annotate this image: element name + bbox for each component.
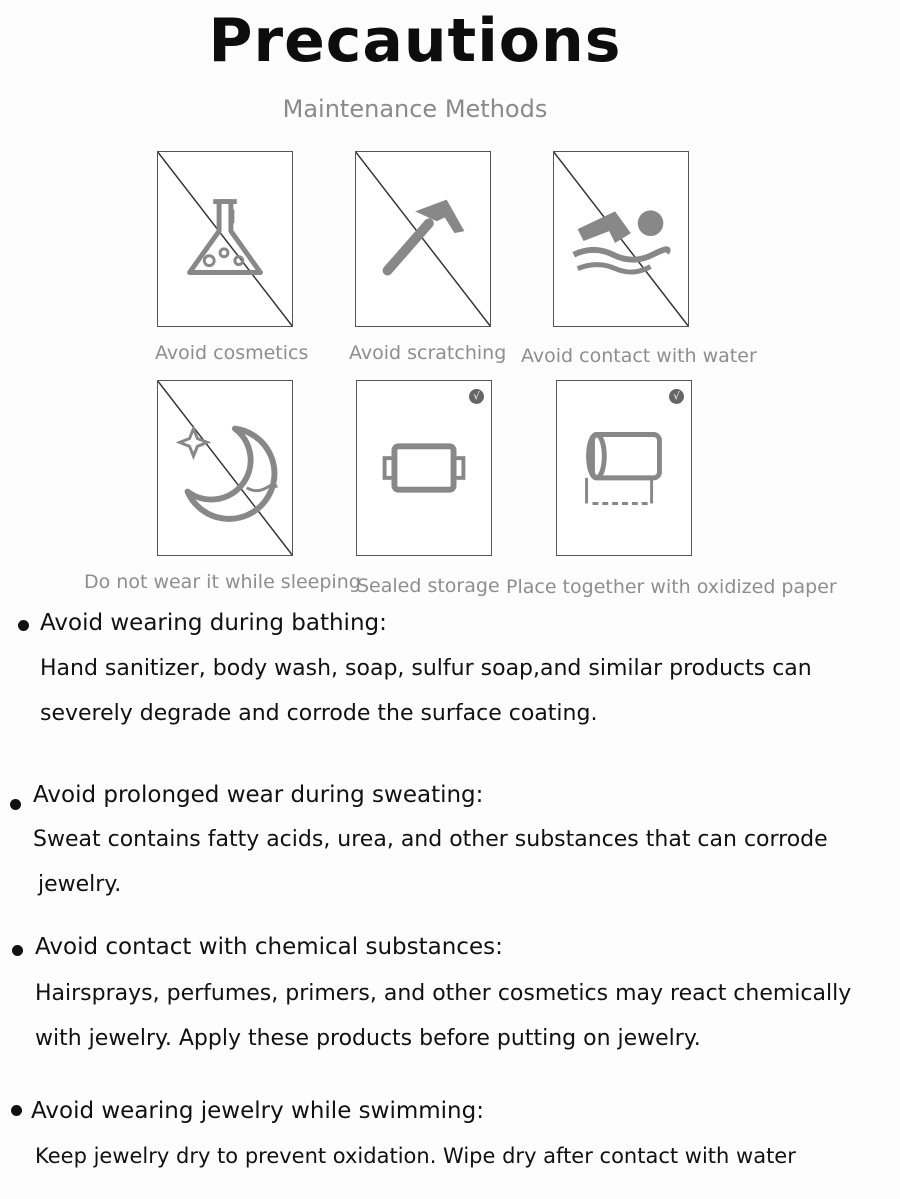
bullet-icon [11,1105,22,1116]
paper-roll-icon [557,381,691,555]
page-title: Precautions [208,6,622,76]
tip-body [35,971,851,1061]
tip-heading: Avoid prolonged wear during sweating: [33,782,484,808]
tip-body [40,646,812,736]
card-caption: Place together with oxidized paper [506,576,837,598]
bullet-icon [12,945,23,956]
checkmark-icon: √ [469,389,484,404]
tip-line: jewelry. [38,872,122,897]
storage-box-icon [357,381,491,555]
moon-icon [158,381,292,555]
page-subtitle: Maintenance Methods [282,95,548,123]
flask-icon [158,152,292,326]
tip-body [35,1134,796,1179]
tip-line: Keep jewelry dry to prevent oxidation. Wipe dry after contact with water [35,1144,796,1168]
oxidized-paper-card [556,380,692,556]
bullet-icon [18,620,29,631]
hammer-icon [356,152,490,326]
tip-line: Sweat contains fatty acids, urea, and other substances that can corrode [33,827,828,852]
bullet-icon [10,799,21,810]
card-caption: Sealed storage [357,575,500,597]
checkmark-icon: √ [669,389,684,404]
card-caption: Avoid contact with water [521,345,757,367]
card-caption: Avoid cosmetics [155,342,309,364]
tip-body [33,817,828,907]
avoid-scratching-card [355,151,491,327]
tip-line: severely degrade and corrode the surface coating. [40,701,598,726]
tip-line: with jewelry. Apply these products before putting on jewelry. [35,1026,701,1051]
tip-heading: Avoid wearing during bathing: [40,610,387,636]
tip-line: Hairsprays, perfumes, primers, and other cosmetics may react chemically [35,981,852,1006]
swimmer-icon [554,152,688,326]
no-sleeping-card [157,380,293,556]
tip-heading: Avoid contact with chemical substances: [35,934,503,960]
sealed-storage-card [356,380,492,556]
avoid-water-card [553,151,689,327]
card-caption: Avoid scratching [349,342,507,364]
tip-heading: Avoid wearing jewelry while swimming: [31,1098,484,1124]
avoid-cosmetics-card [157,151,293,327]
card-caption: Do not wear it while sleeping [84,571,361,593]
tip-line: Hand sanitizer, body wash, soap, sulfur soap,and similar products can [40,656,812,681]
